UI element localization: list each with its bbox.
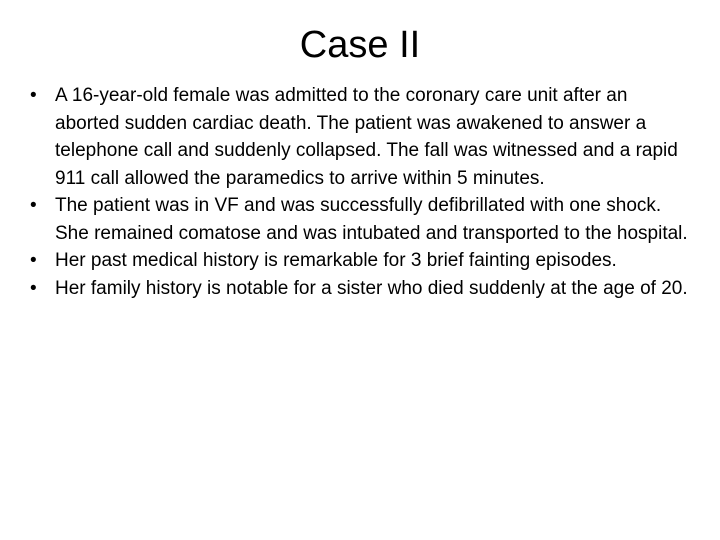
- bullet-text: Her family history is notable for a sister who died suddenly at the age of 20.: [55, 277, 688, 299]
- bullet-item: [30, 192, 695, 247]
- bullet-text: The patient was in VF and was successfully defibrillated with one shock. She remained comatose and was intubated and transported to the hospital.: [55, 195, 688, 244]
- bullet-list: [30, 82, 695, 302]
- bullet-item: [30, 82, 695, 192]
- bullet-item: [30, 275, 695, 303]
- bullet-dot-icon: •: [30, 277, 37, 299]
- bullet-text: A 16-year-old female was admitted to the coronary care unit after an aborted sudden cardiac death. The patient was awakened to answer a telephone call and suddenly collapsed. The fall was witnessed and a rapid 911 call allowed the paramedics to arrive within 5 minutes.: [55, 85, 678, 189]
- bullet-dot-icon: •: [30, 85, 37, 106]
- bullet-dot-icon: •: [30, 195, 37, 216]
- bullet-text: Her past medical history is remarkable for 3 brief fainting episodes.: [55, 250, 617, 271]
- bullet-item: [30, 247, 695, 275]
- bullet-dot-icon: •: [30, 250, 37, 271]
- slide-title: Case II: [299, 24, 421, 66]
